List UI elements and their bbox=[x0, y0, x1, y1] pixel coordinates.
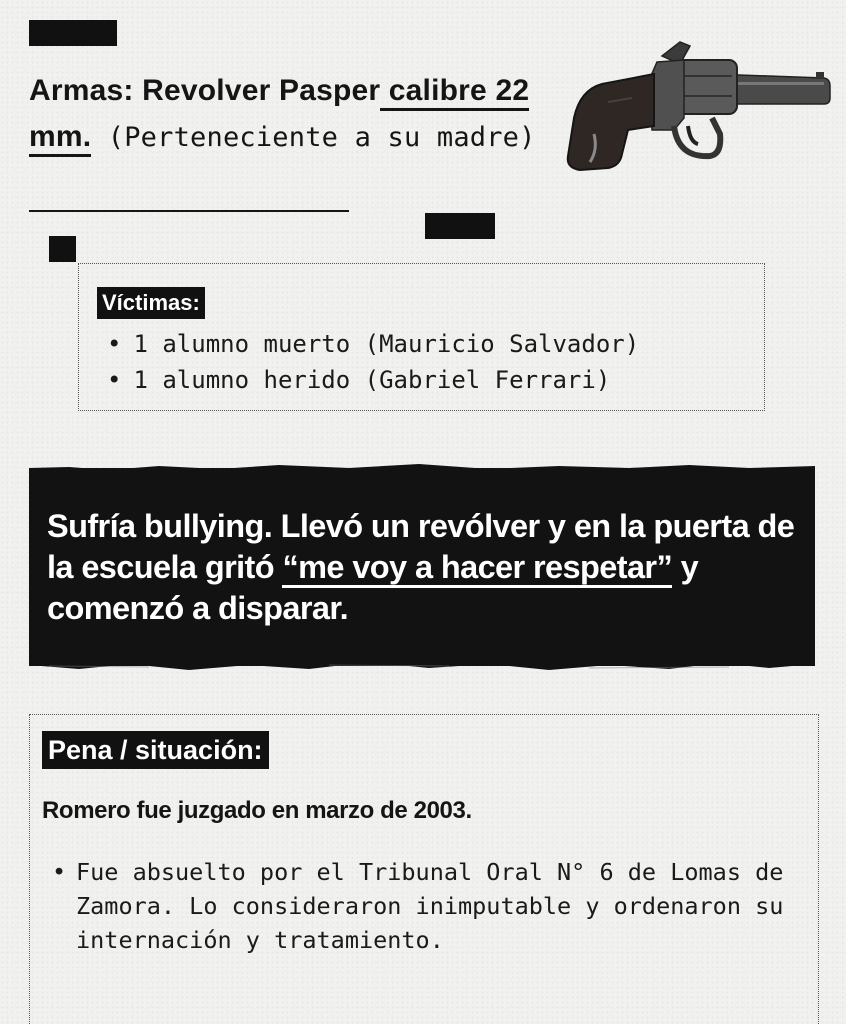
summary-text bbox=[47, 506, 807, 629]
summary-banner bbox=[29, 468, 815, 666]
summary-quote: “me voy a hacer respetar” bbox=[282, 549, 672, 588]
sentence-title: Pena / situación: bbox=[42, 731, 269, 769]
weapon-info bbox=[29, 68, 589, 161]
redaction-bar bbox=[425, 213, 495, 239]
list-item: • 1 alumno herido (Gabriel Ferrari) bbox=[107, 362, 639, 398]
sentence-list bbox=[50, 855, 790, 957]
weapon-caliber: calibre 22 mm. bbox=[29, 74, 529, 157]
summary-text-before: Sufría bullying. Llevó un revólver y en la puerta de la escuela gritó bbox=[47, 508, 795, 585]
redaction-bar bbox=[29, 20, 117, 46]
divider bbox=[29, 210, 349, 212]
list-item: • Fue absuelto por el Tribunal Oral N° 6 de Lomas de Zamora. Lo consideraron inimputable y ordenaron su internación y tratamiento. bbox=[50, 855, 790, 957]
torn-edge bbox=[29, 656, 815, 674]
weapon-note: (Perteneciente a su madre) bbox=[91, 122, 536, 153]
weapon-label: Armas: Revolver Pasper bbox=[29, 74, 381, 107]
sentence-box bbox=[29, 714, 819, 1024]
list-item: • 1 alumno muerto (Mauricio Salvador) bbox=[107, 326, 639, 362]
victims-title: Víctimas: bbox=[97, 287, 205, 319]
torn-edge bbox=[29, 462, 815, 474]
victims-list bbox=[107, 326, 639, 398]
revolver-image bbox=[562, 38, 834, 178]
victims-box bbox=[78, 263, 765, 411]
summary-text-after: y comenzó a disparar. bbox=[47, 549, 699, 626]
sentence-headline: Romero fue juzgado en marzo de 2003. bbox=[42, 797, 472, 824]
redaction-bar bbox=[49, 236, 76, 262]
